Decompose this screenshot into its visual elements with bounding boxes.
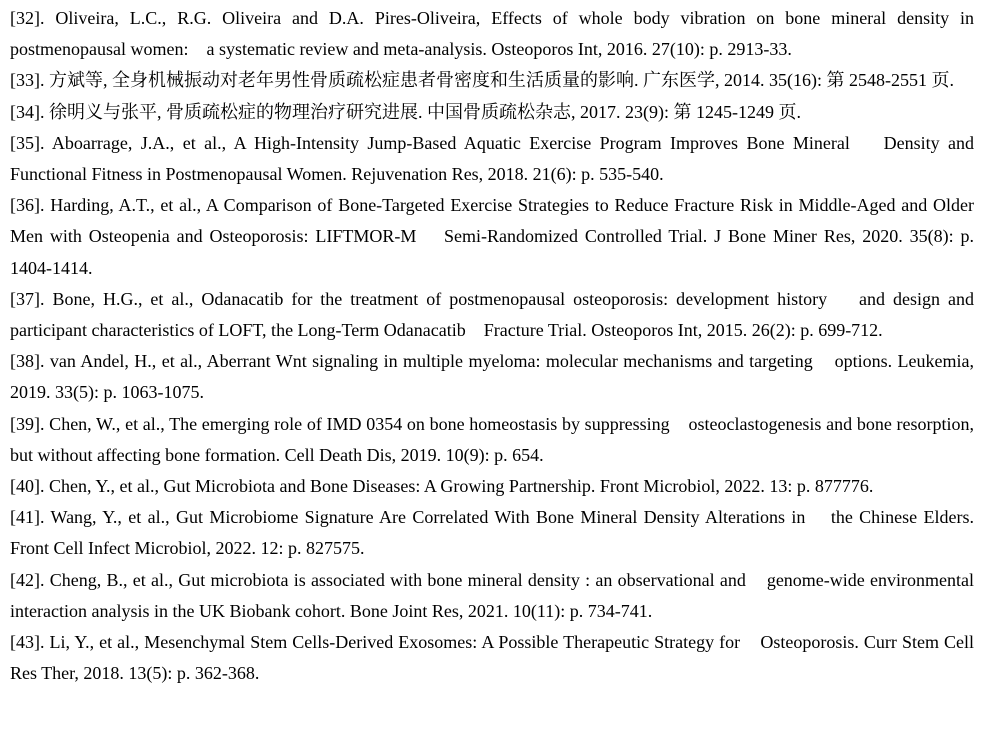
reference-40: [40]. Chen, Y., et al., Gut Microbiota and Bone Diseases: A Growing Partnership. Front Microbiol, 2022. 13: p. 877776. xyxy=(10,476,874,497)
reference-35: [35]. Aboarrage, J.A., et al., A High-Intensity Jump-Based Aquatic Exercise Program Improves Bone Mineral Density and Functional Fitness in Postmenopausal Women. Rejuvenation Res, 2018. 21(6): p. 535-540. xyxy=(10,132,974,185)
reference-32: [32]. Oliveira, L.C., R.G. Oliveira and D.A. Pires-Oliveira, Effects of whole body vibration on bone mineral density in postmenopausal women: a systematic review and meta-analysis. Osteoporos Int, 2016. 27(10): p. 2913-33. xyxy=(10,8,974,60)
reference-36: [36]. Harding, A.T., et al., A Comparison of Bone-Targeted Exercise Strategies to Reduce Fracture Risk in Middle-Aged and Older Men with Osteopenia and Osteoporosis: LIFTMOR-M Semi-Randomized Controlled Trial. J Bone Miner Res, 2020. 35(8): p. 1404-1414. xyxy=(10,195,974,278)
reference-33: [33]. 方斌等, 全身机械振动对老年男性骨质疏松症患者骨密度和生活质量的影响. 广东医学, 2014. 35(16): 第 2548-2551 页. xyxy=(10,70,954,91)
reference-42: [42]. Cheng, B., et al., Gut microbiota is associated with bone mineral density : an observational and genome-wide environmental interaction analysis in the UK Biobank cohort. Bone Joint Res, 2021. 10(11): p. 734-741. xyxy=(10,569,974,621)
reference-39: [39]. Chen, W., et al., The emerging role of IMD 0354 on bone homeostasis by suppressing osteoclastogenesis and bone resorption, but without affecting bone formation. Cell Death Dis, 2019. 10(9): p. 654. xyxy=(10,413,974,465)
reference-41: [41]. Wang, Y., et al., Gut Microbiome Signature Are Correlated With Bone Mineral Density Alterations in the Chinese Elders. Front Cell Infect Microbiol, 2022. 12: p. 827575. xyxy=(10,507,974,559)
reference-34: [34]. 徐明义与张平, 骨质疏松症的物理治疗研究进展. 中国骨质疏松杂志, 2017. 23(9): 第 1245-1249 页. xyxy=(10,101,801,122)
reference-38: [38]. van Andel, H., et al., Aberrant Wnt signaling in multiple myeloma: molecular mechanisms and targeting options. Leukemia, 2019. 33(5): p. 1063-1075. xyxy=(10,351,974,403)
reference-43: [43]. Li, Y., et al., Mesenchymal Stem Cells-Derived Exosomes: A Possible Therapeutic Strategy for Osteoporosis. Curr Stem Cell Res Ther, 2018. 13(5): p. 362-368. xyxy=(10,632,974,684)
reference-37: [37]. Bone, H.G., et al., Odanacatib for the treatment of postmenopausal osteoporosis: development history and design and participant characteristics of LOFT, the Long-Term Odanacatib Fracture Trial. Osteoporos Int, 2015. 26(2): p. 699-712. xyxy=(10,288,974,341)
